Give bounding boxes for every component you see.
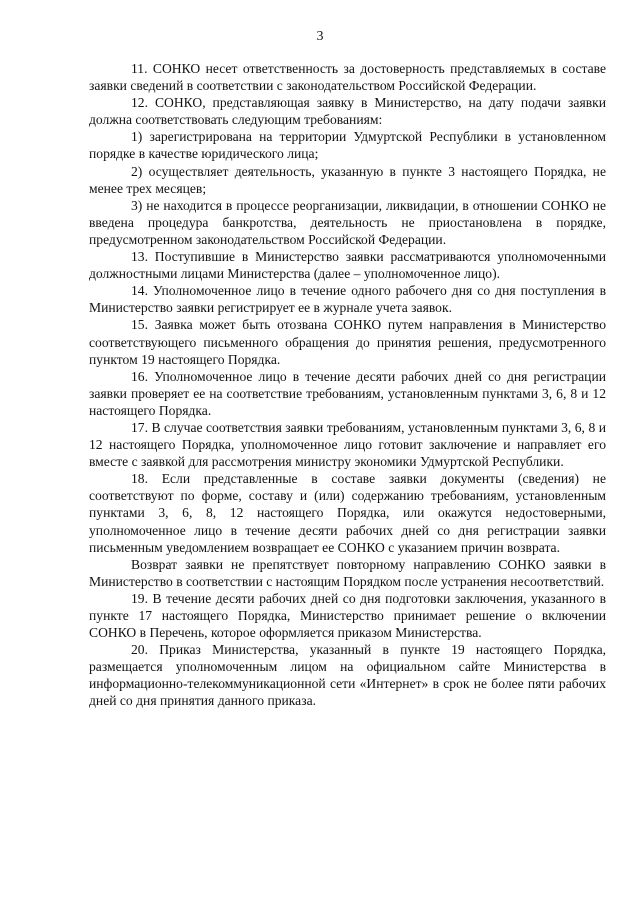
paragraph-clause-13: 13. Поступившие в Министерство заявки рассматриваются уполномоченными должностными лицами Министерства (далее – уполномоченное лицо).: [89, 249, 606, 282]
paragraph-clause-19: 19. В течение десяти рабочих дней со дня подготовки заключения, указанного в пункте 17 настоящего Порядка, Министерство принимает решение о включении СОНКО в Перечень, которое оформляется приказом Министерства.: [89, 590, 606, 641]
document-body: [89, 60, 606, 710]
paragraph-clause-20: 20. Приказ Министерства, указанный в пункте 19 настоящего Порядка, размещается уполномоченным лицом на официальном сайте Министерства в информационно-телекоммуникационной сети «Интернет» в срок не более пяти рабочих дней со дня принятия данного приказа.: [89, 642, 606, 709]
paragraph-requirement-3: 3) не находится в процессе реорганизации, ликвидации, в отношении СОНКО не введена процедура банкротства, деятельность не приостановлена в порядке, предусмотренном законодательством Российской Федерации.: [89, 197, 606, 247]
paragraph-requirement-2: 2) осуществляет деятельность, указанную в пункте 3 настоящего Порядка, не менее трех месяцев;: [89, 163, 606, 196]
page-number: 3: [316, 29, 324, 44]
paragraph-clause-12: 12. СОНКО, представляющая заявку в Министерство, на дату подачи заявки должна соответствовать следующим требованиям:: [89, 95, 606, 128]
paragraph-clause-18: 18. Если представленные в составе заявки документы (сведения) не соответствуют по форме, составу и (или) содержанию требованиям, установленным пунктами 3, 6, 8, 12 настоящего Порядка, или окажутся недостоверными, уполномоченное лицо в течение десяти рабочих дней со дня регистрации заявки письменным уведомлением возвращает ее СОНКО с указанием причин возврата.: [89, 471, 606, 555]
paragraph-clause-17: 17. В случае соответствия заявки требованиям, установленным пунктами 3, 6, 8 и 12 настоящего Порядка, уполномоченное лицо готовит заключение и направляет его вместе с заявкой для рассмотрения министру экономики Удмуртской Республики.: [89, 419, 606, 470]
paragraph-clause-16: 16. Уполномоченное лицо в течение десяти рабочих дней со дня регистрации заявки проверяет ее на соответствие требованиям, установленным пунктами 3, 6, 8 и 12 настоящего Порядка.: [89, 368, 606, 418]
paragraph-clause-14: 14. Уполномоченное лицо в течение одного рабочего дня со дня поступления в Министерство заявки регистрирует ее в журнале учета заявок.: [89, 283, 606, 316]
paragraph-return-note: Возврат заявки не препятствует повторному направлению СОНКО заявки в Министерство в соответствии с настоящим Порядком после устранения несоответствий.: [89, 556, 606, 589]
paragraph-clause-15: 15. Заявка может быть отозвана СОНКО путем направления в Министерство соответствующего письменного обращения до принятия решения, предусмотренного пунктом 19 настоящего Порядка.: [89, 317, 606, 367]
paragraph-clause-11: 11. СОНКО несет ответственность за достоверность представляемых в составе заявки сведений в соответствии с законодательством Российской Федерации.: [89, 61, 606, 94]
paragraph-requirement-1: 1) зарегистрирована на территории Удмуртской Республики в установленном порядке в качестве юридического лица;: [89, 129, 606, 162]
